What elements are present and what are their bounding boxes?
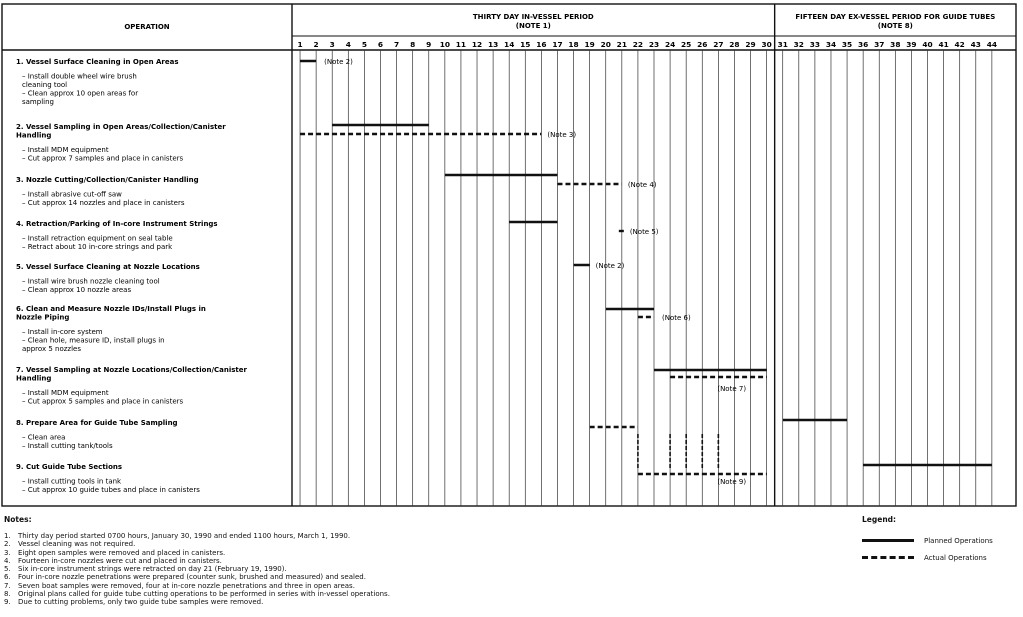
operation-title: 3. Nozzle Cutting/Collection/Canister Handling bbox=[16, 176, 199, 184]
operation-step: – Install abrasive cut-off saw bbox=[22, 190, 122, 199]
operation-title: 7. Vessel Sampling at Nozzle Locations/Collection/Canister bbox=[16, 366, 247, 374]
note-number: 4. bbox=[4, 556, 11, 565]
operation-title: 2. Vessel Sampling in Open Areas/Collection/Canister bbox=[16, 123, 226, 131]
bar-note-label: (Note 2) bbox=[595, 262, 625, 270]
note-text: Vessel cleaning was not required. bbox=[18, 540, 136, 549]
bar-note-label: (Note 9) bbox=[717, 478, 747, 486]
day-label: 28 bbox=[729, 40, 740, 49]
legend-item-planned bbox=[862, 532, 1022, 549]
ex-vessel-period-note: (NOTE 8) bbox=[877, 22, 913, 30]
day-label: 24 bbox=[664, 40, 676, 49]
day-label: 40 bbox=[922, 40, 933, 49]
day-label: 25 bbox=[681, 40, 692, 49]
note-number: 5. bbox=[4, 565, 11, 574]
day-label: 27 bbox=[713, 40, 724, 49]
note-text: Four in-core nozzle penetrations were prepared (counter sunk, brushed and measured) and sealed. bbox=[18, 573, 366, 582]
legend-actual-label: Actual Operations bbox=[924, 553, 987, 562]
planned-line-swatch bbox=[862, 539, 914, 542]
operation-step: approx 5 nozzles bbox=[22, 345, 81, 353]
note-item bbox=[4, 532, 844, 540]
notes-list bbox=[4, 532, 844, 607]
operation-step: – Clean approx 10 open areas for bbox=[22, 89, 139, 98]
operation-step: – Cut approx 10 guide tubes and place in canisters bbox=[22, 486, 200, 494]
day-label: 5 bbox=[361, 40, 367, 49]
operation-title: 8. Prepare Area for Guide Tube Sampling bbox=[16, 419, 178, 427]
actual-line-swatch bbox=[862, 556, 914, 559]
notes-section bbox=[4, 515, 844, 607]
day-label: 23 bbox=[648, 40, 660, 49]
legend bbox=[862, 515, 1022, 566]
day-label: 29 bbox=[745, 40, 756, 49]
notes-title: Notes: bbox=[4, 515, 32, 524]
in-vessel-period-note: (NOTE 1) bbox=[515, 22, 551, 30]
bar-note-label: (Note 3) bbox=[547, 131, 577, 139]
operation-step: – Install cutting tank/tools bbox=[22, 442, 113, 450]
operation-step: – Clean area bbox=[22, 433, 66, 442]
note-text: Seven boat samples were removed, four at in-core nozzle penetrations and three in open areas. bbox=[18, 581, 355, 590]
legend-title: Legend: bbox=[862, 515, 897, 524]
note-text: Six in-core instrument strings were retracted on day 21 (February 19, 1990). bbox=[18, 565, 287, 574]
note-text: Eight open samples were removed and placed in canisters. bbox=[18, 548, 226, 557]
day-label: 34 bbox=[825, 40, 837, 49]
note-item bbox=[4, 540, 844, 548]
operation-title: Nozzle Piping bbox=[16, 313, 70, 322]
operation-step: – Clean hole, measure ID, install plugs in bbox=[22, 336, 165, 345]
day-label: 6 bbox=[377, 40, 384, 49]
in-vessel-period-title: THIRTY DAY IN-VESSEL PERIOD bbox=[472, 13, 594, 21]
operation-title: 4. Retraction/Parking of In-core Instrument Strings bbox=[16, 220, 218, 228]
day-label: 9 bbox=[426, 40, 432, 49]
day-label: 4 bbox=[345, 40, 351, 49]
day-label: 13 bbox=[487, 40, 499, 49]
note-item bbox=[4, 557, 844, 565]
day-label: 33 bbox=[809, 40, 821, 49]
operation-step: – Install MDM equipment bbox=[22, 146, 109, 154]
note-item bbox=[4, 582, 844, 590]
bar-note-label: (Note 4) bbox=[627, 181, 657, 189]
day-label: 35 bbox=[841, 40, 853, 49]
day-label: 37 bbox=[874, 40, 885, 49]
note-item bbox=[4, 549, 844, 557]
day-label: 18 bbox=[568, 40, 579, 49]
day-label: 38 bbox=[890, 40, 901, 49]
operation-step: – Retract about 10 in-core strings and park bbox=[22, 243, 173, 251]
operation-step: – Cut approx 5 samples and place in canisters bbox=[22, 397, 184, 406]
day-label: 30 bbox=[761, 40, 772, 49]
day-label: 42 bbox=[954, 40, 965, 49]
bar-note-label: (Note 6) bbox=[662, 314, 691, 322]
day-label: 41 bbox=[938, 40, 949, 49]
day-label: 7 bbox=[393, 40, 400, 49]
operation-step: sampling bbox=[22, 98, 54, 106]
day-label: 8 bbox=[410, 40, 416, 49]
day-label: 19 bbox=[584, 40, 595, 49]
note-text: Thirty day period started 0700 hours, January 30, 1990 and ended 1100 hours, March 1, 1990. bbox=[18, 532, 351, 540]
operation-step: – Install in-core system bbox=[22, 328, 103, 336]
operation-step: – Install retraction equipment on seal table bbox=[22, 234, 173, 243]
note-text: Original plans called for guide tube cutting operations to be performed in series with in-vessel operations. bbox=[18, 590, 390, 599]
day-label: 1 bbox=[297, 40, 303, 49]
day-label: 39 bbox=[906, 40, 917, 49]
note-item bbox=[4, 598, 844, 606]
day-label: 11 bbox=[455, 40, 467, 49]
operation-step: – Cut approx 14 nozzles and place in canisters bbox=[22, 199, 185, 207]
operation-step: – Install wire brush nozzle cleaning tool bbox=[22, 277, 160, 286]
note-number: 3. bbox=[4, 548, 11, 557]
note-item bbox=[4, 590, 844, 598]
bar-note-label: (Note 2) bbox=[324, 58, 353, 66]
day-label: 26 bbox=[697, 40, 708, 49]
day-label: 17 bbox=[552, 40, 563, 49]
operation-title: 5. Vessel Surface Cleaning at Nozzle Locations bbox=[16, 263, 200, 271]
day-label: 43 bbox=[970, 40, 981, 49]
operation-title: 1. Vessel Surface Cleaning in Open Areas bbox=[16, 58, 179, 66]
note-number: 1. bbox=[4, 532, 11, 540]
operation-step: – Clean approx 10 nozzle areas bbox=[22, 286, 132, 294]
day-label: 2 bbox=[313, 40, 319, 49]
day-label: 15 bbox=[520, 40, 531, 49]
day-label: 31 bbox=[777, 40, 788, 49]
legend-planned-label: Planned Operations bbox=[924, 536, 993, 545]
day-label: 3 bbox=[329, 40, 335, 49]
operation-title: Handling bbox=[16, 131, 52, 140]
operation-step: – Cut approx 7 samples and place in canisters bbox=[22, 154, 184, 163]
legend-item-actual bbox=[862, 549, 1022, 566]
day-label: 22 bbox=[632, 40, 644, 49]
note-number: 9. bbox=[4, 598, 11, 607]
day-label: 21 bbox=[616, 40, 627, 49]
day-label: 20 bbox=[600, 40, 611, 49]
note-item bbox=[4, 565, 844, 573]
note-text: Due to cutting problems, only two guide tube samples were removed. bbox=[18, 598, 264, 607]
operation-step: – Install MDM equipment bbox=[22, 389, 109, 397]
ex-vessel-period-title: FIFTEEN DAY EX-VESSEL PERIOD FOR GUIDE TUBES bbox=[795, 13, 996, 21]
operation-title: Handling bbox=[16, 374, 52, 383]
operation-header: OPERATION bbox=[124, 23, 170, 31]
day-label: 10 bbox=[439, 40, 450, 49]
day-label: 14 bbox=[504, 40, 515, 49]
operation-title: 9. Cut Guide Tube Sections bbox=[16, 463, 123, 471]
bar-note-label: (Note 7) bbox=[717, 385, 747, 393]
note-number: 7. bbox=[4, 581, 11, 590]
day-label: 32 bbox=[793, 40, 804, 49]
operation-title: 6. Clean and Measure Nozzle IDs/Install Plugs in bbox=[16, 305, 206, 313]
operation-step: – Install double wheel wire brush bbox=[22, 72, 137, 81]
operation-step: – Install cutting tools in tank bbox=[22, 477, 122, 486]
note-number: 8. bbox=[4, 590, 11, 599]
day-label: 44 bbox=[986, 40, 998, 49]
day-label: 16 bbox=[536, 40, 547, 49]
note-text: Fourteen in-core nozzles were cut and placed in canisters. bbox=[18, 556, 222, 565]
note-number: 6. bbox=[4, 573, 11, 582]
day-label: 36 bbox=[858, 40, 869, 49]
note-item bbox=[4, 573, 844, 581]
day-label: 12 bbox=[471, 40, 483, 49]
operation-step: cleaning tool bbox=[22, 81, 68, 89]
note-number: 2. bbox=[4, 540, 11, 549]
bar-note-label: (Note 5) bbox=[629, 228, 659, 236]
